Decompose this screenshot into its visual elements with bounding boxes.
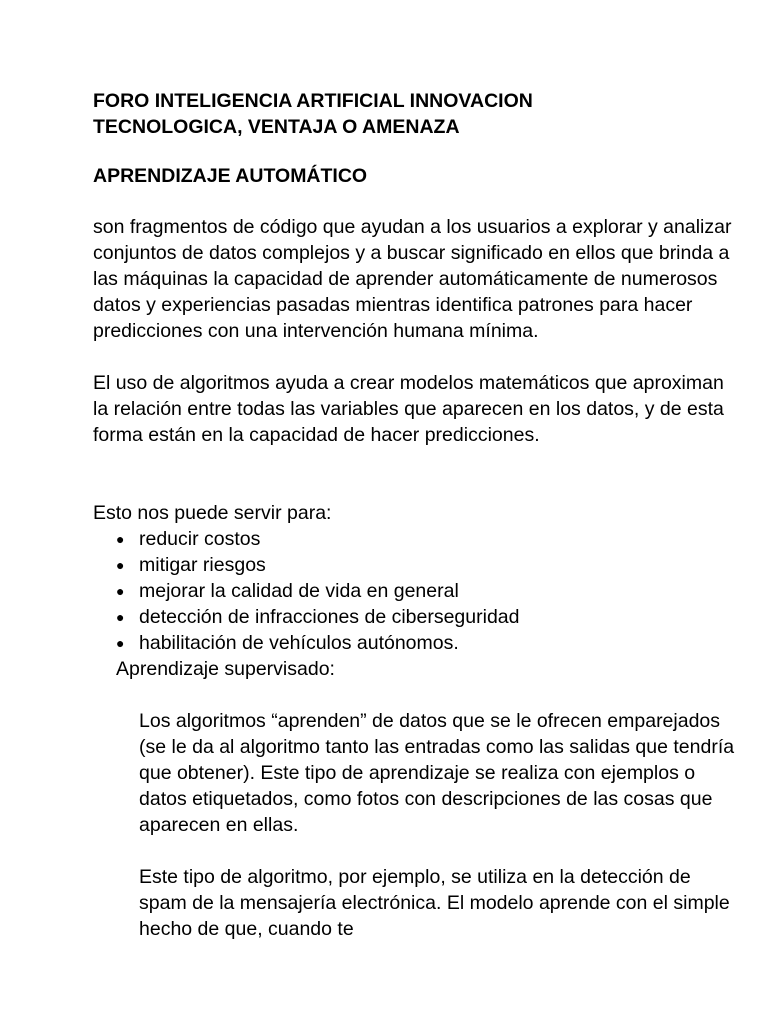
bullet-icon: ● [116, 635, 125, 651]
list-item [93, 604, 733, 630]
paragraph-definition: son fragmentos de código que ayudan a los usuarios a explorar y analizar conjuntos de datos complejos y a buscar significado en ellos que brinda a las máquinas la capacidad de aprender automáticamente de numerosos datos y experiencias pasadas mientras identifica patrones para hacer predicciones con una intervención humana mínima. [93, 216, 732, 342]
list-item-text: reducir costos [139, 528, 261, 550]
list-item [93, 526, 733, 552]
title-line-2: TECNOLOGICA, VENTAJA O AMENAZA [93, 116, 460, 138]
list-item [93, 578, 733, 604]
bullet-icon: ● [116, 531, 125, 547]
paragraph-spam-example: Este tipo de algoritmo, por ejemplo, se utiliza en la detección de spam de la mensajería electrónica. El modelo aprende con el simple hecho de que, cuando te [139, 866, 730, 940]
subheading-supervised: Aprendizaje supervisado: [116, 658, 335, 680]
section-heading: APRENDIZAJE AUTOMÁTICO [93, 165, 368, 187]
list-item [93, 630, 733, 656]
list-intro: Esto nos puede servir para: [93, 502, 332, 524]
list-item-text: mitigar riesgos [139, 554, 266, 576]
paragraph-supervised: Los algoritmos “aprenden” de datos que se le ofrecen emparejados (se le da al algoritmo tanto las entradas como las salidas que tendría que obtener). Este tipo de aprendizaje se realiza con ejemplos o datos etiquetados, como fotos con descripciones de las cosas que aparecen en ellas. [139, 710, 735, 836]
document-title [93, 88, 733, 140]
bullet-icon: ● [116, 609, 125, 625]
list-item [93, 552, 733, 578]
benefits-list [93, 526, 733, 656]
bullet-icon: ● [116, 557, 125, 573]
list-item-text: mejorar la calidad de vida en general [139, 580, 459, 602]
list-item-text: habilitación de vehículos autónomos. [139, 632, 459, 654]
bullet-icon: ● [116, 583, 125, 599]
paragraph-algorithms: El uso de algoritmos ayuda a crear modelos matemáticos que aproximan la relación entre todas las variables que aparecen en los datos, y de esta forma están en la capacidad de hacer predicciones. [93, 372, 724, 446]
title-line-1: FORO INTELIGENCIA ARTIFICIAL INNOVACION [93, 90, 533, 112]
list-item-text: detección de infracciones de ciberseguridad [139, 606, 520, 628]
